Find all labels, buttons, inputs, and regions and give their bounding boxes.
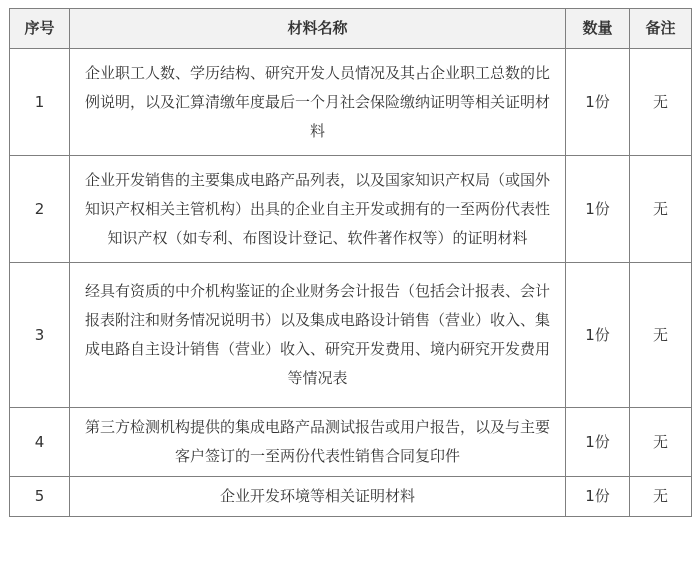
header-index: 序号 xyxy=(10,9,70,49)
table-header xyxy=(10,9,692,49)
row-material-name: 第三方检测机构提供的集成电路产品测试报告或用户报告，以及与主要客户签订的一至两份代表性销售合同复印件 xyxy=(70,408,566,477)
row-note: 无 xyxy=(630,263,692,408)
row-material-name: 企业开发销售的主要集成电路产品列表，以及国家知识产权局（或国外知识产权相关主管机构）出具的企业自主开发或拥有的一至两份代表性知识产权（如专利、布图设计登记、软件著作权等）的证明材料 xyxy=(70,156,566,263)
row-material-name: 企业开发环境等相关证明材料 xyxy=(70,477,566,517)
row-quantity: 1份 xyxy=(566,408,630,477)
row-note: 无 xyxy=(630,408,692,477)
row-material-name: 企业职工人数、学历结构、研究开发人员情况及其占企业职工总数的比例说明，以及汇算清缴年度最后一个月社会保险缴纳证明等相关证明材料 xyxy=(70,49,566,156)
header-quantity: 数量 xyxy=(566,9,630,49)
table-body xyxy=(10,49,692,517)
row-quantity: 1份 xyxy=(566,263,630,408)
row-note: 无 xyxy=(630,156,692,263)
materials-table xyxy=(9,8,692,517)
row-index: 5 xyxy=(10,477,70,517)
table-row xyxy=(10,263,692,408)
table-row xyxy=(10,156,692,263)
table-row xyxy=(10,477,692,517)
row-index: 3 xyxy=(10,263,70,408)
row-quantity: 1份 xyxy=(566,156,630,263)
row-quantity: 1份 xyxy=(566,49,630,156)
row-material-name: 经具有资质的中介机构鉴证的企业财务会计报告（包括会计报表、会计报表附注和财务情况说明书）以及集成电路设计销售（营业）收入、集成电路自主设计销售（营业）收入、研究开发费用、境内研究开发费用等情况表 xyxy=(70,263,566,408)
row-index: 4 xyxy=(10,408,70,477)
header-name: 材料名称 xyxy=(70,9,566,49)
header-note: 备注 xyxy=(630,9,692,49)
header-row xyxy=(10,9,692,49)
row-quantity: 1份 xyxy=(566,477,630,517)
table-row xyxy=(10,408,692,477)
row-note: 无 xyxy=(630,477,692,517)
row-note: 无 xyxy=(630,49,692,156)
row-index: 1 xyxy=(10,49,70,156)
row-index: 2 xyxy=(10,156,70,263)
table-row xyxy=(10,49,692,156)
